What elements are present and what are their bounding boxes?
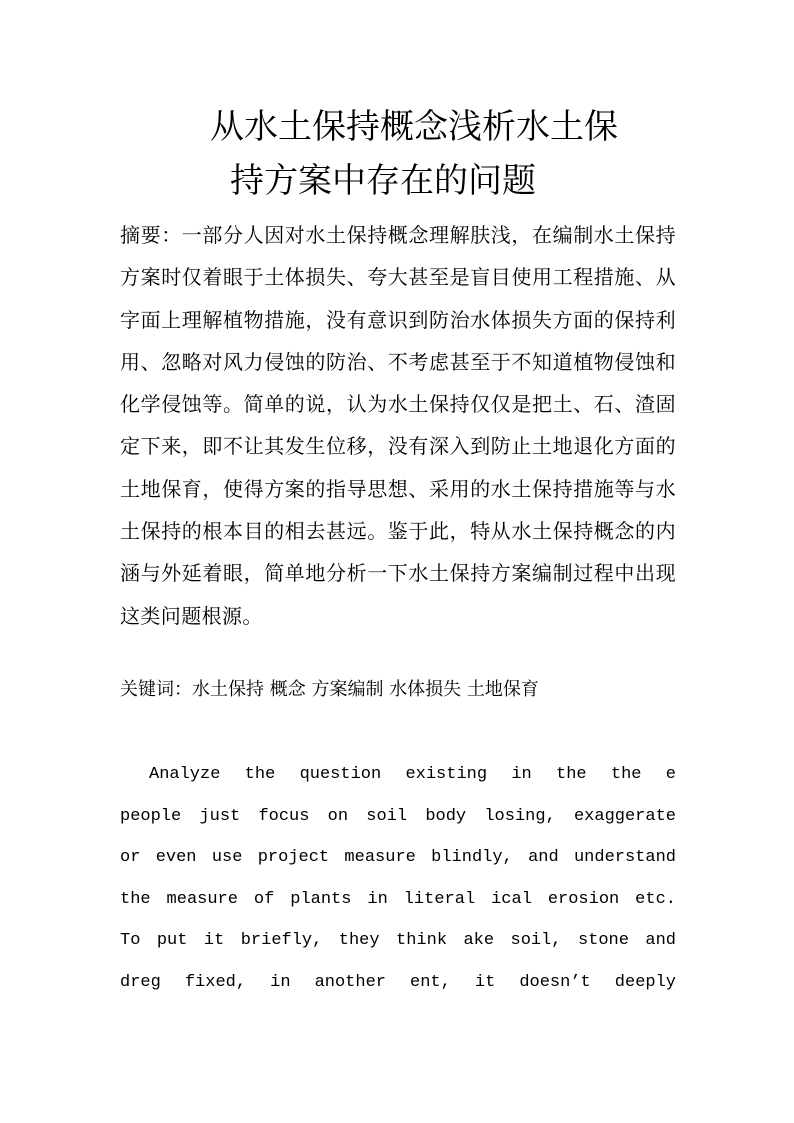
english-line-1: Analyze the question existing in the the e <box>149 765 676 784</box>
english-line-6: dreg fixed, in another ent, it doesn’t deeply <box>120 972 676 992</box>
english-line-3: or even use project measure blindly, and understand <box>120 848 676 868</box>
document-title <box>120 100 676 208</box>
abstract-paragraph: 摘要：一部分人因对水土保持概念理解肤浅，在编制水土保持方案时仅着眼于土体损失、夸大甚至是盲目使用工程措施、从字面上理解植物措施，没有意识到防治水体损失方面的保持利用、忽略对风力侵蚀的防治、不考虑甚至于不知道植物侵蚀和化学侵蚀等。简单的说，认为水土保持仅仅是把土、石、渣固定下来，即不让其发生位移，没有深入到防止土地退化方面的土地保育，使得方案的指导思想、采用的水土保持措施等与水土保持的根本目的相去甚远。鉴于此，特从水土保持概念的内涵与外延着眼，简单地分析一下水土保持方案编制过程中出现这类问题根源。 <box>120 223 676 628</box>
english-line-4: the measure of plants in literal ical erosion etc. <box>120 889 676 909</box>
keywords-line: 关键词：水土保持 概念 方案编制 水体损失 土地保育 <box>120 679 539 700</box>
english-abstract <box>120 754 676 1004</box>
title-line-2: 持方案中存在的问题 <box>230 161 536 201</box>
english-line-5: To put it briefly, they think ake soil, stone and <box>120 931 676 951</box>
english-line-2: people just focus on soil body losing, exaggerate <box>120 806 676 826</box>
title-line-1: 从水土保持概念浅析水土保 <box>210 107 618 147</box>
